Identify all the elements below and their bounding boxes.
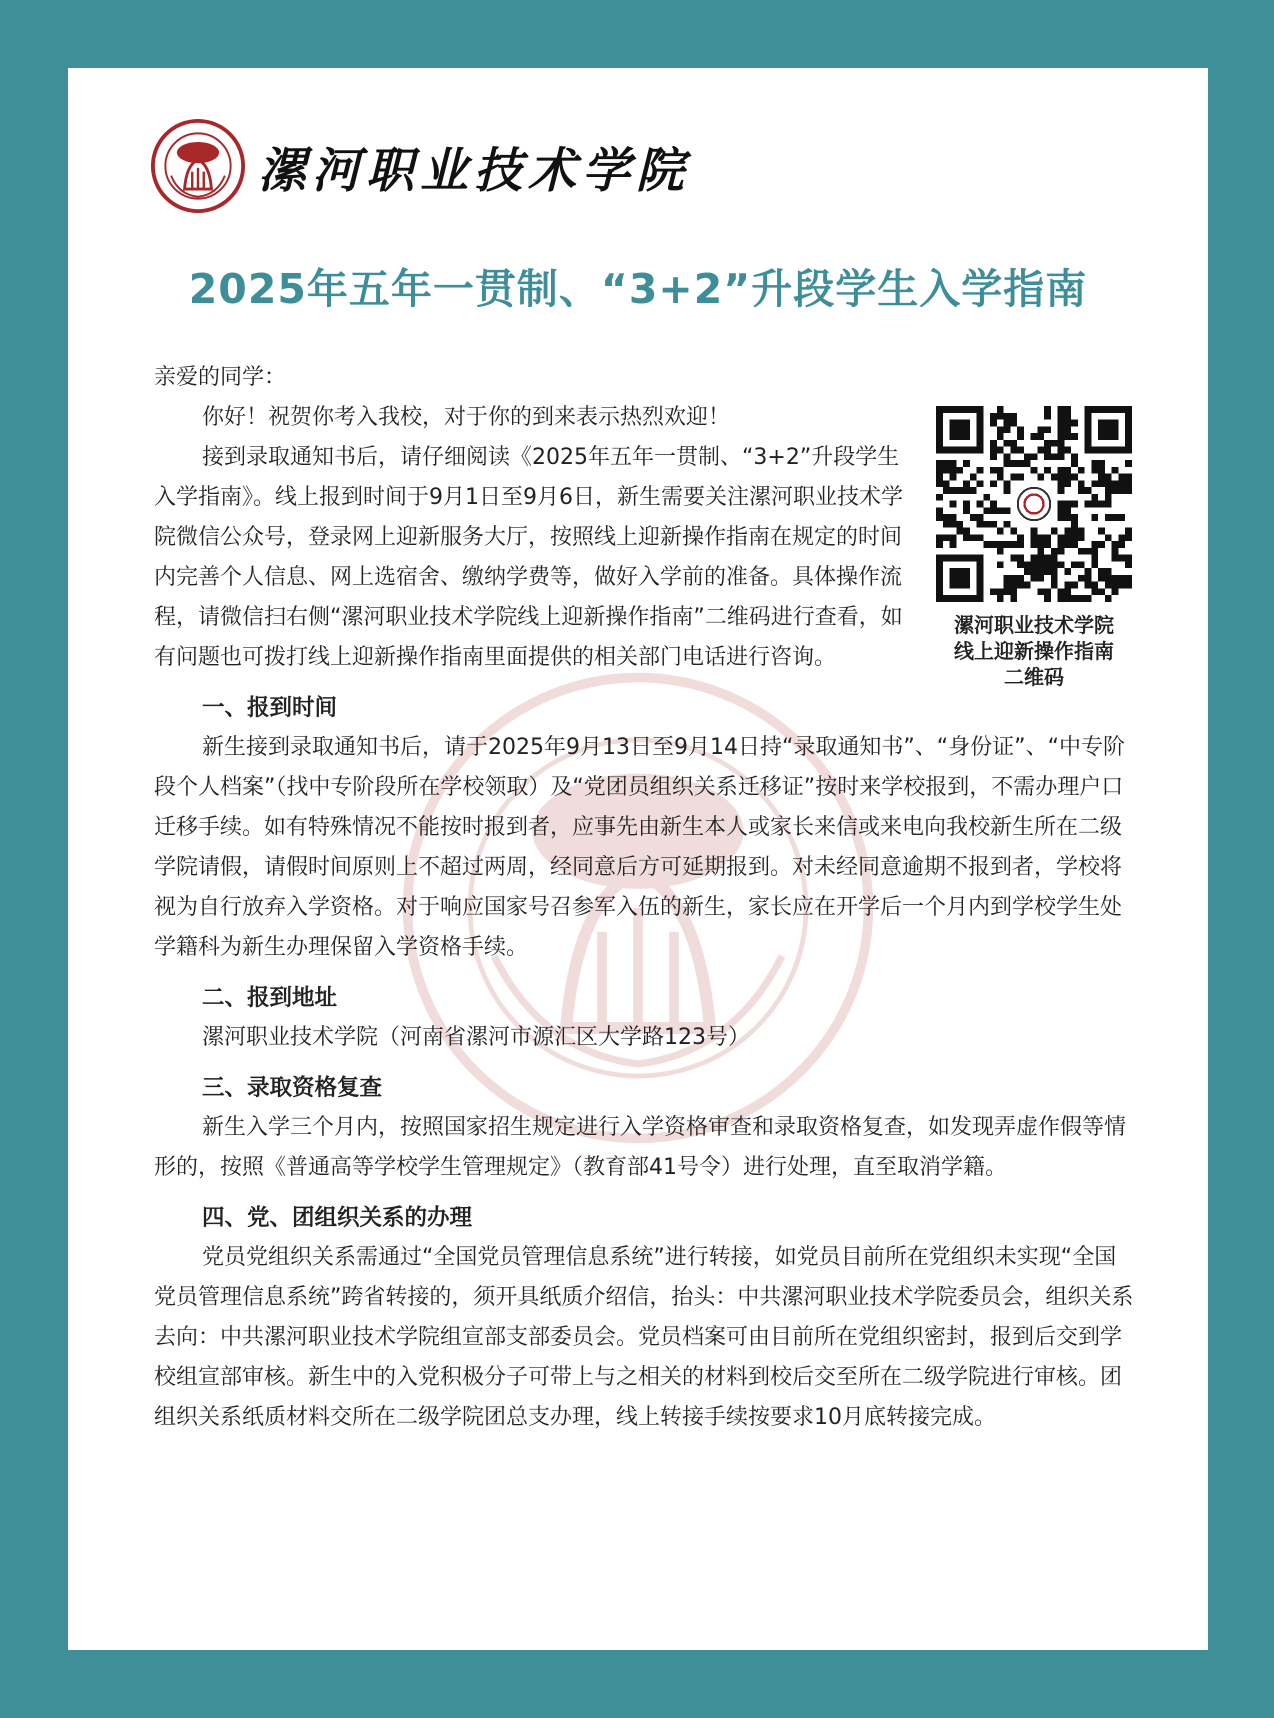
school-name: 漯河职业技术学院 (258, 142, 691, 199)
qr-code-icon[interactable] (936, 406, 1132, 602)
section-body-party-league: 党员党组织关系需通过“全国党员管理信息系统”进行转接，如党员目前所在党组织未实现“全国党员管理信息系统”跨省转接的，须开具纸质介绍信，抬头：中共漯河职业技术学院委员会，组织关系去向：中共漯河职业技术学院组宣部支部委员会。党员档案可由目前所在党组织密封，报到后交到学校组宣部审核。新生中的入党积极分子可带上与之相关的材料到校后交至所在二级学院进行审核。团组织关系纸质材料交所在二级学院团总支办理，线上转接手续按要求10月底转接完成。 (154, 1245, 1134, 1430)
page-title: 2025年五年一贯制、“3+2”升段学生入学指南 (188, 265, 1088, 313)
section-title-report-time: 一、报到时间 (202, 695, 338, 721)
section-body-report-time: 新生接到录取通知书后，请于2025年9月13日至9月14日持“录取通知书”、“身份证”、“中专阶段个人档案”（找中专阶段所在学校领取）及“党团员组织关系迁移证”按时来学校报到，不需办理户口迁移手续。如有特殊情况不能按时报到者，应事先由新生本人或家长来信或来电向我校新生所在二级学院请假，请假时间原则上不超过两周，经同意后方可延期报到。对未经同意逾期不报到者，学校将视为自行放弃入学资格。对于响应国家号召参军入伍的新生，家长应在开学后一个月内到学校学生处学籍科为新生办理保留入学资格手续。 (154, 735, 1125, 960)
header (150, 118, 690, 214)
section-title-party-league: 四、党、团组织关系的办理 (202, 1205, 473, 1231)
section-title-address: 二、报到地址 (202, 985, 338, 1011)
greeting: 亲爱的同学： (154, 365, 287, 390)
intro-paragraph-1: 你好！祝贺你考入我校，对于你的到来表示热烈欢迎！ (202, 405, 731, 430)
qr-block (924, 406, 1144, 690)
intro-paragraph-2: 接到录取通知书后，请仔细阅读《2025年五年一贯制、“3+2”升段学生入学指南》。线上报到时间于9月1日至9月6日，新生需要关注漯河职业技术学院微信公众号，登录网上迎新服务大厅，按照线上迎新操作指南在规定的时间内完善个人信息、网上选宿舍、缴纳学费等，做好入学前的准备。具体操作流程，请微信扫右侧“漯河职业技术学院线上迎新操作指南”二维码进行查看，如有问题也可拨打线上迎新操作指南里面提供的相关部门电话进行咨询。 (154, 445, 903, 670)
document-page (68, 68, 1208, 1650)
qr-caption-line2: 线上迎新操作指南 (954, 639, 1114, 663)
college-seal-logo (150, 118, 246, 214)
section-body-qualification: 新生入学三个月内，按照国家招生规定进行入学资格审查和录取资格复查，如发现弄虚作假等情形的，按照《普通高等学校学生管理规定》（教育部41号令）进行处理，直至取消学籍。 (154, 1115, 1127, 1180)
qr-caption (924, 612, 1144, 690)
section-title-qualification: 三、录取资格复查 (202, 1075, 383, 1101)
qr-caption-line3: 二维码 (1004, 665, 1064, 689)
qr-caption-line1: 漯河职业技术学院 (954, 613, 1114, 637)
section-body-address: 漯河职业技术学院（河南省漯河市源汇区大学路123号） (202, 1025, 750, 1050)
